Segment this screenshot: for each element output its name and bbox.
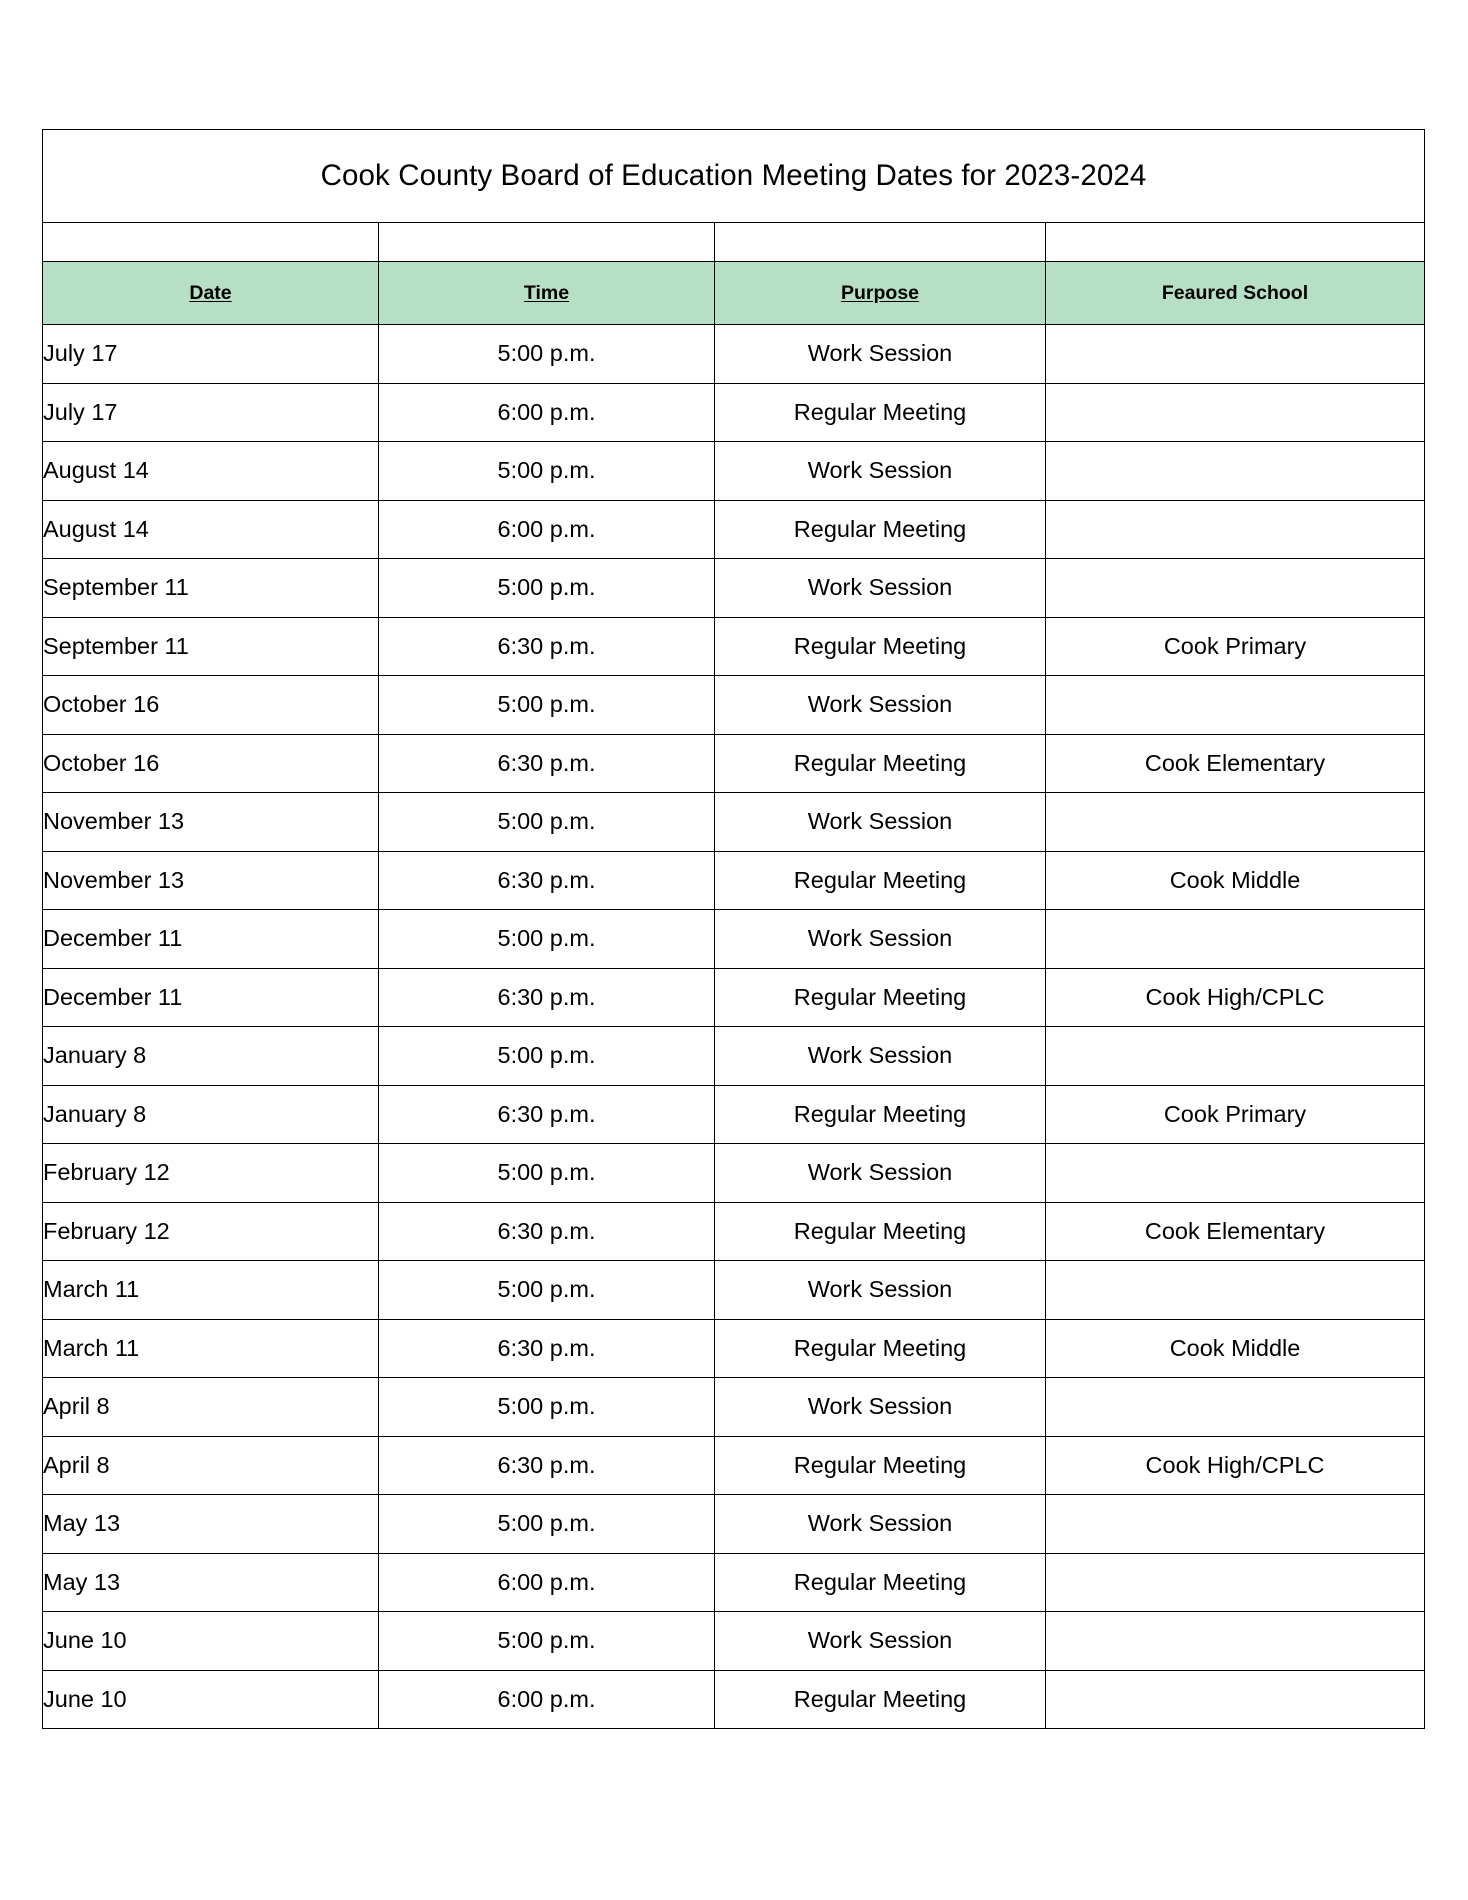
spacer-cell-date <box>43 223 379 262</box>
cell-school <box>1046 793 1425 852</box>
cell-school <box>1046 383 1425 442</box>
cell-date: November 13 <box>43 851 379 910</box>
cell-date: January 8 <box>43 1027 379 1086</box>
column-header-date-label: Date <box>189 281 232 304</box>
table-row <box>43 1553 1425 1612</box>
cell-school <box>1046 1027 1425 1086</box>
schedule-sheet <box>42 129 1424 1729</box>
cell-school: Cook Elementary <box>1046 1202 1425 1261</box>
cell-date: June 10 <box>43 1612 379 1671</box>
cell-time: 5:00 p.m. <box>379 676 715 735</box>
column-header-date <box>43 262 379 325</box>
column-header-row <box>43 262 1425 325</box>
cell-date: August 14 <box>43 500 379 559</box>
cell-purpose: Work Session <box>715 559 1046 618</box>
table-body <box>43 130 1425 1729</box>
cell-time: 6:00 p.m. <box>379 500 715 559</box>
cell-school <box>1046 676 1425 735</box>
table-row <box>43 442 1425 501</box>
cell-time: 6:30 p.m. <box>379 851 715 910</box>
cell-date: January 8 <box>43 1085 379 1144</box>
cell-school <box>1046 442 1425 501</box>
cell-date: December 11 <box>43 968 379 1027</box>
table-row <box>43 325 1425 384</box>
table-row <box>43 1612 1425 1671</box>
cell-time: 6:30 p.m. <box>379 1202 715 1261</box>
cell-purpose: Work Session <box>715 1144 1046 1203</box>
cell-purpose: Regular Meeting <box>715 1085 1046 1144</box>
cell-time: 5:00 p.m. <box>379 910 715 969</box>
cell-date: November 13 <box>43 793 379 852</box>
column-header-school-label: Feaured School <box>1161 281 1309 304</box>
table-row <box>43 676 1425 735</box>
table-row <box>43 1378 1425 1437</box>
table-row <box>43 1670 1425 1729</box>
cell-date: October 16 <box>43 676 379 735</box>
cell-school <box>1046 1553 1425 1612</box>
cell-purpose: Work Session <box>715 793 1046 852</box>
cell-purpose: Regular Meeting <box>715 1553 1046 1612</box>
spacer-cell-purpose <box>715 223 1046 262</box>
cell-time: 5:00 p.m. <box>379 1144 715 1203</box>
cell-school: Cook High/CPLC <box>1046 1436 1425 1495</box>
table-row <box>43 383 1425 442</box>
table-row <box>43 1085 1425 1144</box>
table-row <box>43 559 1425 618</box>
meeting-schedule-table <box>42 129 1425 1729</box>
table-row <box>43 851 1425 910</box>
cell-purpose: Regular Meeting <box>715 1202 1046 1261</box>
cell-time: 5:00 p.m. <box>379 1612 715 1671</box>
cell-school <box>1046 325 1425 384</box>
table-row <box>43 617 1425 676</box>
cell-date: February 12 <box>43 1144 379 1203</box>
spacer-cell-school <box>1046 223 1425 262</box>
cell-time: 6:30 p.m. <box>379 1085 715 1144</box>
cell-purpose: Regular Meeting <box>715 734 1046 793</box>
table-row <box>43 1319 1425 1378</box>
table-row <box>43 1144 1425 1203</box>
cell-school <box>1046 1378 1425 1437</box>
cell-date: July 17 <box>43 383 379 442</box>
cell-purpose: Work Session <box>715 910 1046 969</box>
column-header-purpose-label: Purpose <box>840 281 920 304</box>
cell-school: Cook Middle <box>1046 1319 1425 1378</box>
column-header-school <box>1046 262 1425 325</box>
cell-purpose: Regular Meeting <box>715 617 1046 676</box>
cell-school: Cook High/CPLC <box>1046 968 1425 1027</box>
cell-time: 5:00 p.m. <box>379 559 715 618</box>
page-title: Cook County Board of Education Meeting Dates for 2023-2024 <box>43 130 1425 223</box>
cell-date: June 10 <box>43 1670 379 1729</box>
cell-time: 6:30 p.m. <box>379 968 715 1027</box>
cell-purpose: Regular Meeting <box>715 1436 1046 1495</box>
cell-date: February 12 <box>43 1202 379 1261</box>
cell-school <box>1046 1612 1425 1671</box>
cell-time: 6:30 p.m. <box>379 1319 715 1378</box>
cell-purpose: Work Session <box>715 442 1046 501</box>
column-header-time-label: Time <box>523 281 570 304</box>
cell-purpose: Work Session <box>715 1378 1046 1437</box>
cell-time: 5:00 p.m. <box>379 1027 715 1086</box>
cell-date: October 16 <box>43 734 379 793</box>
column-header-time <box>379 262 715 325</box>
cell-purpose: Work Session <box>715 676 1046 735</box>
cell-date: August 14 <box>43 442 379 501</box>
cell-school <box>1046 1495 1425 1554</box>
cell-purpose: Regular Meeting <box>715 383 1046 442</box>
cell-date: September 11 <box>43 559 379 618</box>
cell-time: 5:00 p.m. <box>379 793 715 852</box>
cell-purpose: Work Session <box>715 325 1046 384</box>
cell-time: 6:00 p.m. <box>379 1670 715 1729</box>
cell-time: 5:00 p.m. <box>379 1261 715 1320</box>
cell-date: April 8 <box>43 1436 379 1495</box>
cell-date: April 8 <box>43 1378 379 1437</box>
cell-school: Cook Primary <box>1046 617 1425 676</box>
table-row <box>43 968 1425 1027</box>
cell-date: May 13 <box>43 1495 379 1554</box>
cell-time: 5:00 p.m. <box>379 325 715 384</box>
cell-school <box>1046 910 1425 969</box>
cell-purpose: Work Session <box>715 1261 1046 1320</box>
table-row <box>43 1027 1425 1086</box>
column-header-purpose <box>715 262 1046 325</box>
cell-purpose: Regular Meeting <box>715 1670 1046 1729</box>
cell-school <box>1046 1670 1425 1729</box>
cell-school: Cook Middle <box>1046 851 1425 910</box>
cell-purpose: Regular Meeting <box>715 968 1046 1027</box>
cell-school <box>1046 1144 1425 1203</box>
cell-date: July 17 <box>43 325 379 384</box>
cell-purpose: Work Session <box>715 1612 1046 1671</box>
cell-date: March 11 <box>43 1261 379 1320</box>
cell-time: 6:30 p.m. <box>379 734 715 793</box>
cell-time: 6:00 p.m. <box>379 1553 715 1612</box>
cell-purpose: Work Session <box>715 1027 1046 1086</box>
table-row <box>43 734 1425 793</box>
cell-time: 5:00 p.m. <box>379 442 715 501</box>
table-row <box>43 1436 1425 1495</box>
cell-purpose: Regular Meeting <box>715 1319 1046 1378</box>
cell-school <box>1046 559 1425 618</box>
cell-date: December 11 <box>43 910 379 969</box>
cell-purpose: Regular Meeting <box>715 500 1046 559</box>
title-row <box>43 130 1425 223</box>
spacer-cell-time <box>379 223 715 262</box>
cell-time: 5:00 p.m. <box>379 1378 715 1437</box>
cell-purpose: Work Session <box>715 1495 1046 1554</box>
cell-time: 6:00 p.m. <box>379 383 715 442</box>
table-row <box>43 793 1425 852</box>
cell-school <box>1046 500 1425 559</box>
table-row <box>43 1495 1425 1554</box>
table-row <box>43 500 1425 559</box>
cell-date: March 11 <box>43 1319 379 1378</box>
cell-time: 6:30 p.m. <box>379 1436 715 1495</box>
cell-date: September 11 <box>43 617 379 676</box>
cell-school <box>1046 1261 1425 1320</box>
cell-time: 5:00 p.m. <box>379 1495 715 1554</box>
cell-school: Cook Elementary <box>1046 734 1425 793</box>
table-row <box>43 1202 1425 1261</box>
cell-time: 6:30 p.m. <box>379 617 715 676</box>
table-row <box>43 1261 1425 1320</box>
cell-school: Cook Primary <box>1046 1085 1425 1144</box>
cell-date: May 13 <box>43 1553 379 1612</box>
cell-purpose: Regular Meeting <box>715 851 1046 910</box>
spacer-row <box>43 223 1425 262</box>
table-row <box>43 910 1425 969</box>
